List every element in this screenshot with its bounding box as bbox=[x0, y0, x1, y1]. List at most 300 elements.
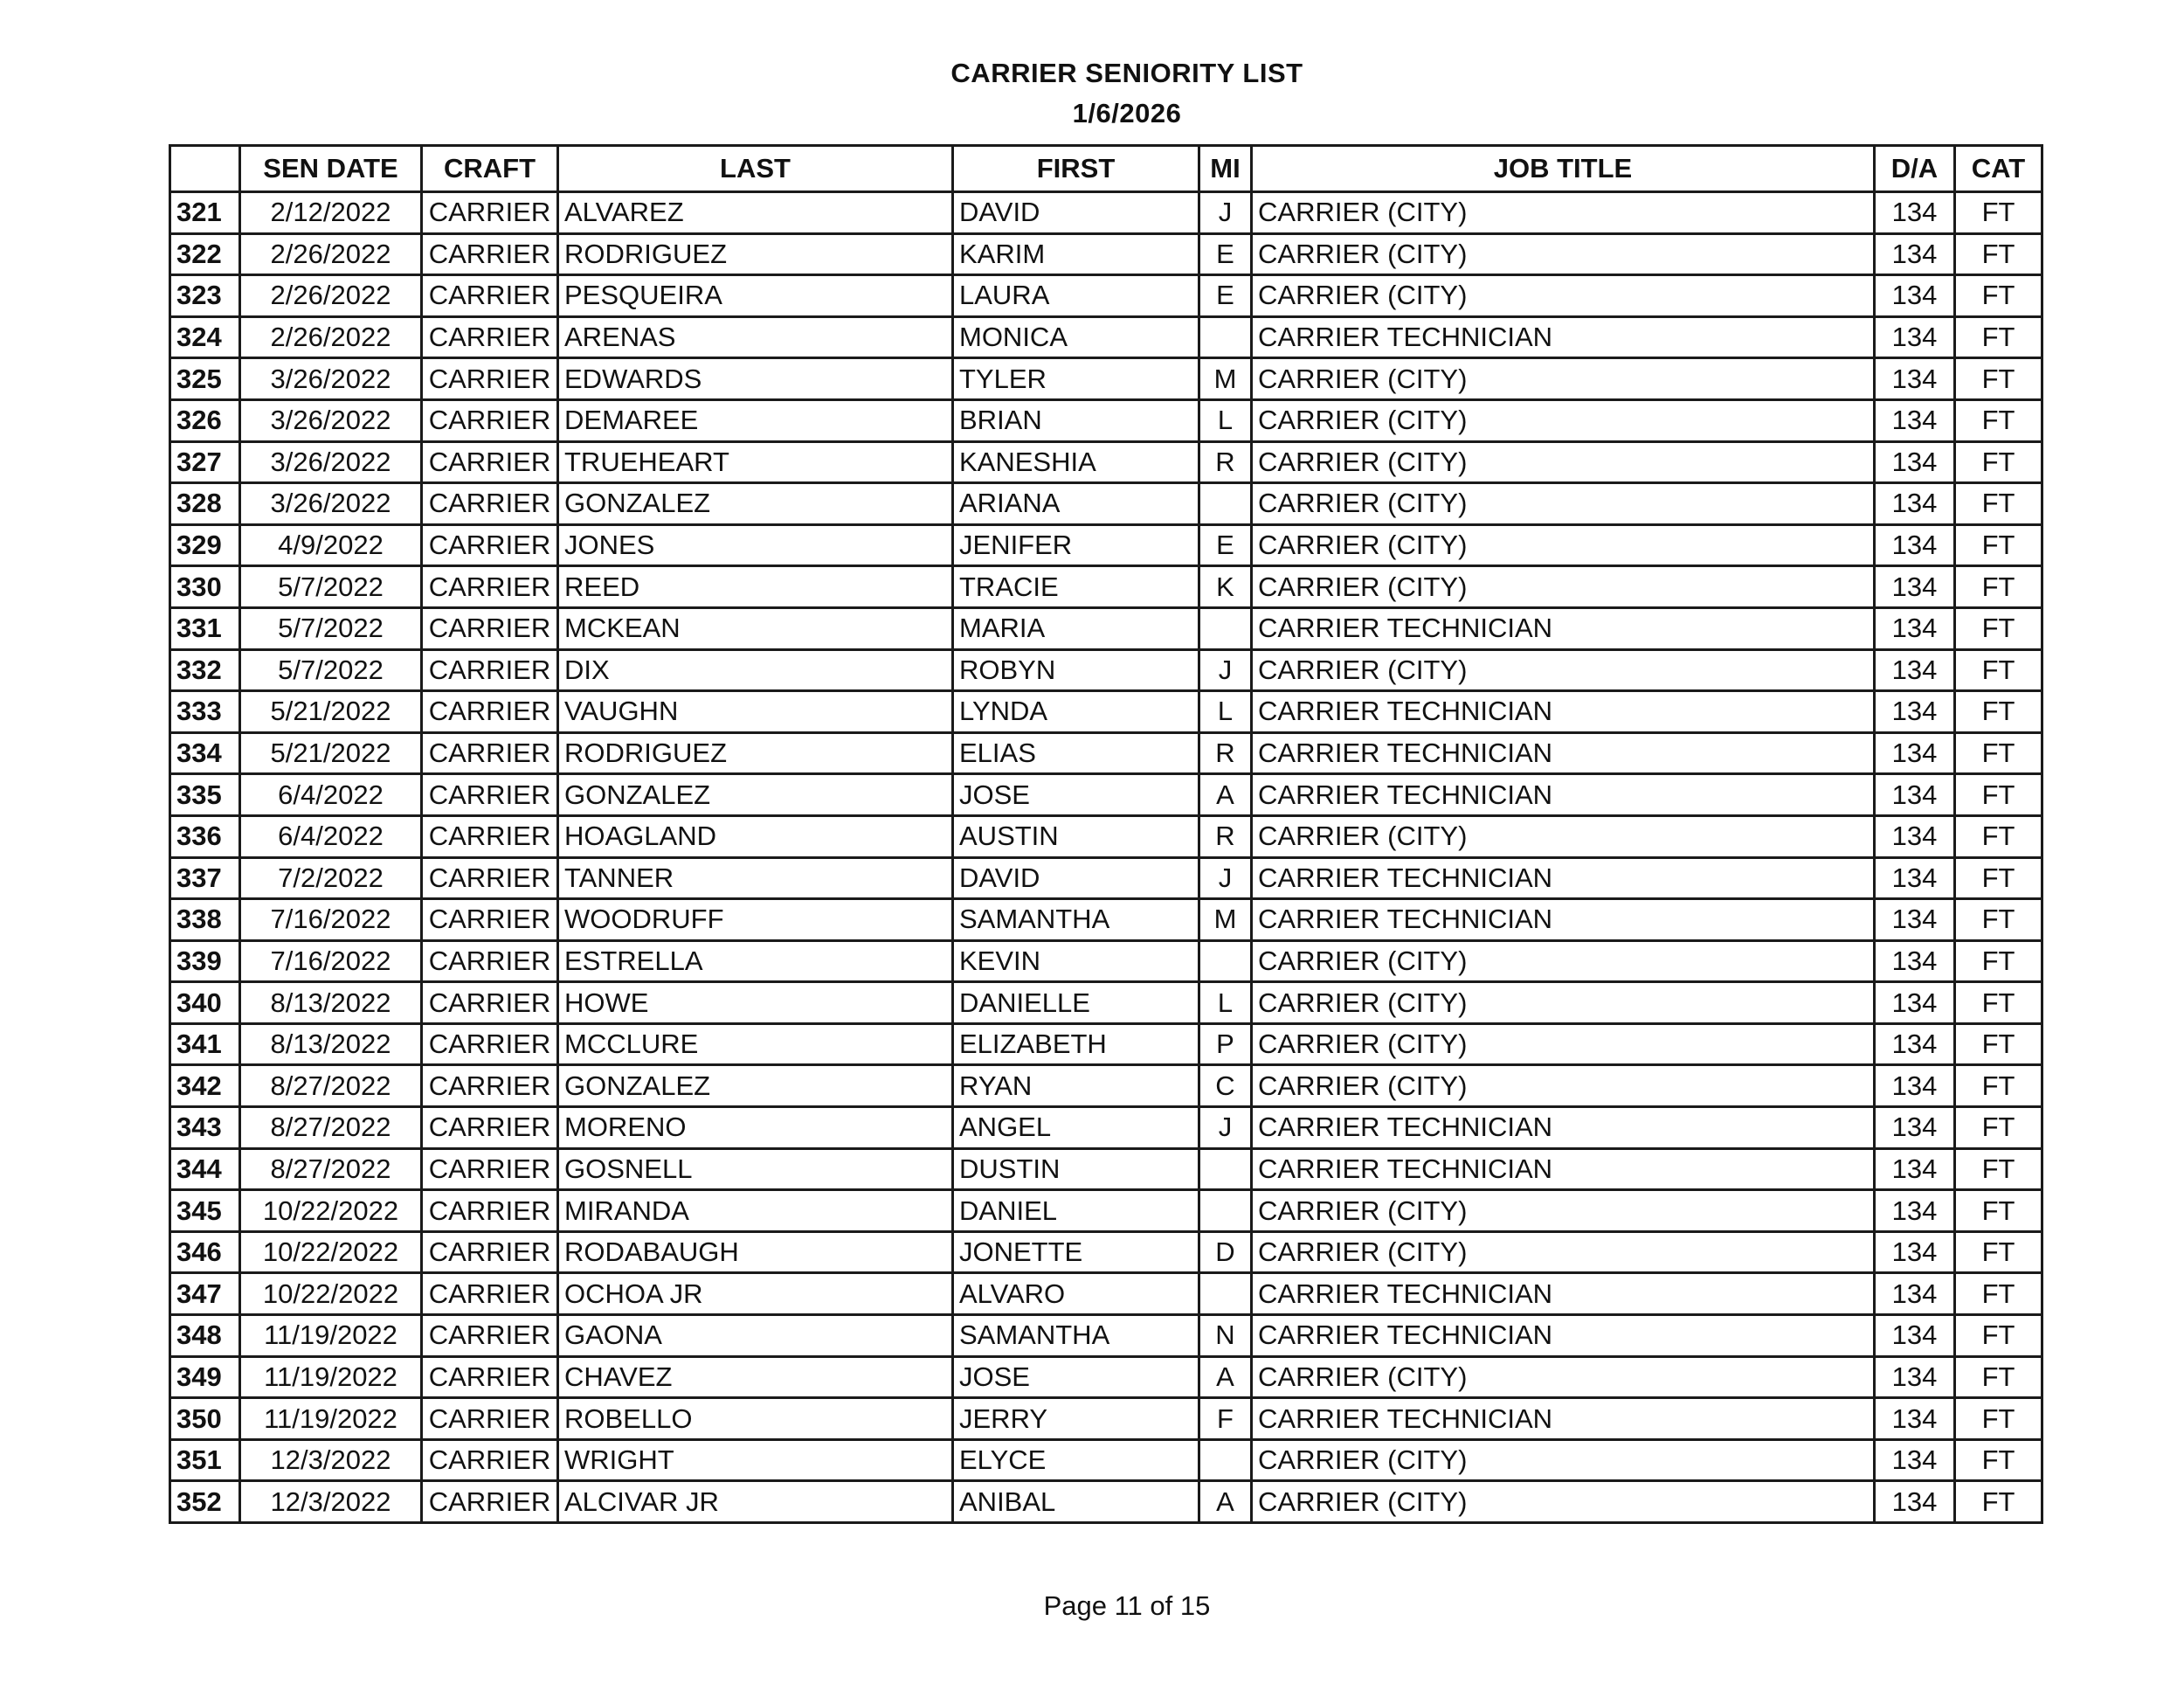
cell-sen-date: 12/3/2022 bbox=[240, 1481, 422, 1523]
cell-middle-initial: R bbox=[1199, 815, 1252, 857]
cell-sen-date: 5/7/2022 bbox=[240, 607, 422, 649]
cell-sen-date: 10/22/2022 bbox=[240, 1190, 422, 1232]
cell-da: 134 bbox=[1875, 233, 1955, 275]
table-row bbox=[170, 566, 2042, 608]
cell-sen-date: 5/7/2022 bbox=[240, 649, 422, 691]
cell-craft: CARRIER bbox=[422, 1481, 558, 1523]
cell-sen-date: 10/22/2022 bbox=[240, 1231, 422, 1273]
cell-da: 134 bbox=[1875, 1065, 1955, 1107]
cell-num: 326 bbox=[170, 399, 240, 441]
cell-job-title: CARRIER TECHNICIAN bbox=[1252, 774, 1875, 816]
cell-num: 338 bbox=[170, 899, 240, 941]
cell-num: 324 bbox=[170, 316, 240, 358]
cell-middle-initial bbox=[1199, 1190, 1252, 1232]
cell-da: 134 bbox=[1875, 607, 1955, 649]
cell-cat: FT bbox=[1955, 1398, 2042, 1440]
cell-craft: CARRIER bbox=[422, 1315, 558, 1357]
cell-da: 134 bbox=[1875, 1398, 1955, 1440]
cell-first-name: MONICA bbox=[953, 316, 1199, 358]
cell-da: 134 bbox=[1875, 982, 1955, 1024]
table-row bbox=[170, 732, 2042, 774]
table-row bbox=[170, 815, 2042, 857]
cell-craft: CARRIER bbox=[422, 691, 558, 733]
cell-craft: CARRIER bbox=[422, 275, 558, 317]
table-row bbox=[170, 691, 2042, 733]
cell-num: 322 bbox=[170, 233, 240, 275]
cell-first-name: SAMANTHA bbox=[953, 1315, 1199, 1357]
table-header-row bbox=[170, 146, 2042, 192]
cell-num: 347 bbox=[170, 1273, 240, 1315]
cell-cat: FT bbox=[1955, 358, 2042, 400]
cell-last-name: JONES bbox=[558, 524, 953, 566]
cell-craft: CARRIER bbox=[422, 607, 558, 649]
cell-da: 134 bbox=[1875, 1315, 1955, 1357]
cell-num: 327 bbox=[170, 441, 240, 483]
cell-cat: FT bbox=[1955, 607, 2042, 649]
cell-first-name: LYNDA bbox=[953, 691, 1199, 733]
table-row bbox=[170, 192, 2042, 234]
cell-sen-date: 8/27/2022 bbox=[240, 1107, 422, 1149]
cell-job-title: CARRIER TECHNICIAN bbox=[1252, 857, 1875, 899]
cell-cat: FT bbox=[1955, 1439, 2042, 1481]
cell-cat: FT bbox=[1955, 940, 2042, 982]
cell-job-title: CARRIER (CITY) bbox=[1252, 441, 1875, 483]
cell-job-title: CARRIER (CITY) bbox=[1252, 1231, 1875, 1273]
table-row bbox=[170, 441, 2042, 483]
cell-job-title: CARRIER (CITY) bbox=[1252, 1065, 1875, 1107]
cell-num: 343 bbox=[170, 1107, 240, 1149]
table-row bbox=[170, 358, 2042, 400]
table-row bbox=[170, 1231, 2042, 1273]
cell-last-name: PESQUEIRA bbox=[558, 275, 953, 317]
cell-job-title: CARRIER (CITY) bbox=[1252, 483, 1875, 525]
cell-middle-initial: A bbox=[1199, 1481, 1252, 1523]
page-footer: Page 11 of 15 bbox=[1043, 1590, 1211, 1621]
cell-cat: FT bbox=[1955, 774, 2042, 816]
cell-cat: FT bbox=[1955, 1273, 2042, 1315]
cell-num: 350 bbox=[170, 1398, 240, 1440]
cell-da: 134 bbox=[1875, 399, 1955, 441]
cell-num: 351 bbox=[170, 1439, 240, 1481]
cell-middle-initial: F bbox=[1199, 1398, 1252, 1440]
cell-sen-date: 5/21/2022 bbox=[240, 732, 422, 774]
cell-craft: CARRIER bbox=[422, 524, 558, 566]
cell-first-name: TRACIE bbox=[953, 566, 1199, 608]
cell-last-name: DIX bbox=[558, 649, 953, 691]
table-row bbox=[170, 1273, 2042, 1315]
cell-first-name: DAVID bbox=[953, 857, 1199, 899]
cell-cat: FT bbox=[1955, 399, 2042, 441]
cell-cat: FT bbox=[1955, 982, 2042, 1024]
cell-first-name: KARIM bbox=[953, 233, 1199, 275]
cell-cat: FT bbox=[1955, 1148, 2042, 1190]
cell-craft: CARRIER bbox=[422, 1231, 558, 1273]
cell-num: 325 bbox=[170, 358, 240, 400]
document-date: 1/6/2026 bbox=[1072, 98, 1182, 128]
cell-job-title: CARRIER (CITY) bbox=[1252, 275, 1875, 317]
cell-craft: CARRIER bbox=[422, 774, 558, 816]
cell-last-name: GOSNELL bbox=[558, 1148, 953, 1190]
table-row bbox=[170, 607, 2042, 649]
cell-sen-date: 7/16/2022 bbox=[240, 899, 422, 941]
cell-craft: CARRIER bbox=[422, 732, 558, 774]
cell-num: 328 bbox=[170, 483, 240, 525]
table-row bbox=[170, 275, 2042, 317]
cell-job-title: CARRIER TECHNICIAN bbox=[1252, 1398, 1875, 1440]
cell-middle-initial: E bbox=[1199, 233, 1252, 275]
cell-sen-date: 11/19/2022 bbox=[240, 1315, 422, 1357]
cell-first-name: ELIAS bbox=[953, 732, 1199, 774]
cell-craft: CARRIER bbox=[422, 1148, 558, 1190]
cell-sen-date: 3/26/2022 bbox=[240, 483, 422, 525]
cell-sen-date: 10/22/2022 bbox=[240, 1273, 422, 1315]
cell-first-name: JOSE bbox=[953, 1356, 1199, 1398]
cell-cat: FT bbox=[1955, 275, 2042, 317]
cell-job-title: CARRIER TECHNICIAN bbox=[1252, 607, 1875, 649]
cell-job-title: CARRIER TECHNICIAN bbox=[1252, 1107, 1875, 1149]
cell-sen-date: 11/19/2022 bbox=[240, 1398, 422, 1440]
cell-middle-initial: R bbox=[1199, 441, 1252, 483]
cell-craft: CARRIER bbox=[422, 399, 558, 441]
cell-cat: FT bbox=[1955, 857, 2042, 899]
cell-sen-date: 3/26/2022 bbox=[240, 441, 422, 483]
cell-da: 134 bbox=[1875, 483, 1955, 525]
cell-job-title: CARRIER TECHNICIAN bbox=[1252, 1273, 1875, 1315]
cell-num: 333 bbox=[170, 691, 240, 733]
table-row bbox=[170, 1023, 2042, 1065]
cell-last-name: WOODRUFF bbox=[558, 899, 953, 941]
cell-da: 134 bbox=[1875, 815, 1955, 857]
cell-da: 134 bbox=[1875, 1023, 1955, 1065]
cell-cat: FT bbox=[1955, 483, 2042, 525]
cell-last-name: RODABAUGH bbox=[558, 1231, 953, 1273]
cell-sen-date: 8/27/2022 bbox=[240, 1065, 422, 1107]
cell-num: 336 bbox=[170, 815, 240, 857]
cell-last-name: OCHOA JR bbox=[558, 1273, 953, 1315]
cell-sen-date: 7/16/2022 bbox=[240, 940, 422, 982]
cell-job-title: CARRIER TECHNICIAN bbox=[1252, 732, 1875, 774]
cell-cat: FT bbox=[1955, 815, 2042, 857]
cell-first-name: KEVIN bbox=[953, 940, 1199, 982]
col-header-mi: MI bbox=[1199, 146, 1252, 192]
cell-last-name: RODRIGUEZ bbox=[558, 732, 953, 774]
cell-da: 134 bbox=[1875, 691, 1955, 733]
cell-craft: CARRIER bbox=[422, 1065, 558, 1107]
cell-da: 134 bbox=[1875, 1481, 1955, 1523]
cell-sen-date: 3/26/2022 bbox=[240, 399, 422, 441]
cell-last-name: MORENO bbox=[558, 1107, 953, 1149]
table-row bbox=[170, 316, 2042, 358]
cell-craft: CARRIER bbox=[422, 1356, 558, 1398]
cell-last-name: GONZALEZ bbox=[558, 1065, 953, 1107]
cell-num: 329 bbox=[170, 524, 240, 566]
cell-num: 340 bbox=[170, 982, 240, 1024]
cell-job-title: CARRIER (CITY) bbox=[1252, 524, 1875, 566]
cell-first-name: JERRY bbox=[953, 1398, 1199, 1440]
cell-craft: CARRIER bbox=[422, 1398, 558, 1440]
cell-craft: CARRIER bbox=[422, 1439, 558, 1481]
cell-da: 134 bbox=[1875, 192, 1955, 234]
cell-cat: FT bbox=[1955, 1231, 2042, 1273]
cell-cat: FT bbox=[1955, 1107, 2042, 1149]
cell-sen-date: 6/4/2022 bbox=[240, 774, 422, 816]
cell-last-name: TRUEHEART bbox=[558, 441, 953, 483]
cell-craft: CARRIER bbox=[422, 1107, 558, 1149]
cell-sen-date: 5/21/2022 bbox=[240, 691, 422, 733]
table-row bbox=[170, 1439, 2042, 1481]
cell-middle-initial: L bbox=[1199, 691, 1252, 733]
cell-da: 134 bbox=[1875, 1439, 1955, 1481]
cell-middle-initial bbox=[1199, 316, 1252, 358]
table-row bbox=[170, 982, 2042, 1024]
cell-craft: CARRIER bbox=[422, 899, 558, 941]
cell-sen-date: 2/26/2022 bbox=[240, 316, 422, 358]
cell-craft: CARRIER bbox=[422, 815, 558, 857]
table-row bbox=[170, 399, 2042, 441]
cell-middle-initial: J bbox=[1199, 192, 1252, 234]
cell-cat: FT bbox=[1955, 1315, 2042, 1357]
cell-da: 134 bbox=[1875, 358, 1955, 400]
cell-last-name: MCKEAN bbox=[558, 607, 953, 649]
cell-middle-initial: C bbox=[1199, 1065, 1252, 1107]
cell-first-name: ROBYN bbox=[953, 649, 1199, 691]
col-header-da: D/A bbox=[1875, 146, 1955, 192]
cell-sen-date: 2/12/2022 bbox=[240, 192, 422, 234]
cell-job-title: CARRIER (CITY) bbox=[1252, 1023, 1875, 1065]
cell-last-name: RODRIGUEZ bbox=[558, 233, 953, 275]
cell-job-title: CARRIER (CITY) bbox=[1252, 982, 1875, 1024]
table-row bbox=[170, 1481, 2042, 1523]
cell-num: 346 bbox=[170, 1231, 240, 1273]
cell-last-name: WRIGHT bbox=[558, 1439, 953, 1481]
cell-job-title: CARRIER (CITY) bbox=[1252, 649, 1875, 691]
cell-job-title: CARRIER (CITY) bbox=[1252, 233, 1875, 275]
cell-middle-initial bbox=[1199, 607, 1252, 649]
cell-sen-date: 5/7/2022 bbox=[240, 566, 422, 608]
cell-sen-date: 8/13/2022 bbox=[240, 1023, 422, 1065]
table-row bbox=[170, 1356, 2042, 1398]
cell-da: 134 bbox=[1875, 732, 1955, 774]
cell-job-title: CARRIER (CITY) bbox=[1252, 358, 1875, 400]
cell-job-title: CARRIER TECHNICIAN bbox=[1252, 1148, 1875, 1190]
cell-first-name: ANIBAL bbox=[953, 1481, 1199, 1523]
cell-job-title: CARRIER TECHNICIAN bbox=[1252, 316, 1875, 358]
table-body bbox=[170, 192, 2042, 1523]
cell-middle-initial: L bbox=[1199, 982, 1252, 1024]
cell-first-name: KANESHIA bbox=[953, 441, 1199, 483]
cell-middle-initial: P bbox=[1199, 1023, 1252, 1065]
cell-middle-initial: J bbox=[1199, 857, 1252, 899]
cell-middle-initial: R bbox=[1199, 732, 1252, 774]
cell-sen-date: 11/19/2022 bbox=[240, 1356, 422, 1398]
cell-da: 134 bbox=[1875, 524, 1955, 566]
cell-middle-initial: A bbox=[1199, 774, 1252, 816]
cell-num: 342 bbox=[170, 1065, 240, 1107]
cell-da: 134 bbox=[1875, 899, 1955, 941]
cell-num: 332 bbox=[170, 649, 240, 691]
table-row bbox=[170, 483, 2042, 525]
cell-num: 337 bbox=[170, 857, 240, 899]
seniority-table bbox=[169, 144, 2043, 1524]
table-row bbox=[170, 899, 2042, 941]
cell-middle-initial bbox=[1199, 940, 1252, 982]
cell-job-title: CARRIER (CITY) bbox=[1252, 566, 1875, 608]
cell-first-name: ANGEL bbox=[953, 1107, 1199, 1149]
cell-cat: FT bbox=[1955, 192, 2042, 234]
cell-first-name: JENIFER bbox=[953, 524, 1199, 566]
cell-da: 134 bbox=[1875, 275, 1955, 317]
table-row bbox=[170, 774, 2042, 816]
cell-first-name: DUSTIN bbox=[953, 1148, 1199, 1190]
cell-last-name: ARENAS bbox=[558, 316, 953, 358]
cell-middle-initial bbox=[1199, 483, 1252, 525]
cell-last-name: REED bbox=[558, 566, 953, 608]
cell-cat: FT bbox=[1955, 1065, 2042, 1107]
table-row bbox=[170, 1315, 2042, 1357]
cell-first-name: ELIZABETH bbox=[953, 1023, 1199, 1065]
cell-cat: FT bbox=[1955, 566, 2042, 608]
cell-middle-initial: L bbox=[1199, 399, 1252, 441]
cell-first-name: AUSTIN bbox=[953, 815, 1199, 857]
cell-da: 134 bbox=[1875, 441, 1955, 483]
cell-craft: CARRIER bbox=[422, 940, 558, 982]
cell-job-title: CARRIER TECHNICIAN bbox=[1252, 1315, 1875, 1357]
cell-last-name: TANNER bbox=[558, 857, 953, 899]
cell-middle-initial bbox=[1199, 1439, 1252, 1481]
cell-first-name: DAVID bbox=[953, 192, 1199, 234]
cell-middle-initial: J bbox=[1199, 1107, 1252, 1149]
cell-cat: FT bbox=[1955, 316, 2042, 358]
table-row bbox=[170, 1190, 2042, 1232]
table-row bbox=[170, 1148, 2042, 1190]
cell-first-name: ALVARO bbox=[953, 1273, 1199, 1315]
cell-middle-initial: J bbox=[1199, 649, 1252, 691]
cell-craft: CARRIER bbox=[422, 857, 558, 899]
cell-last-name: ESTRELLA bbox=[558, 940, 953, 982]
cell-da: 134 bbox=[1875, 940, 1955, 982]
cell-job-title: CARRIER (CITY) bbox=[1252, 1439, 1875, 1481]
cell-job-title: CARRIER (CITY) bbox=[1252, 192, 1875, 234]
col-header-first: FIRST bbox=[953, 146, 1199, 192]
cell-last-name: MCCLURE bbox=[558, 1023, 953, 1065]
cell-job-title: CARRIER TECHNICIAN bbox=[1252, 899, 1875, 941]
table-row bbox=[170, 524, 2042, 566]
cell-cat: FT bbox=[1955, 524, 2042, 566]
cell-first-name: DANIEL bbox=[953, 1190, 1199, 1232]
cell-middle-initial: E bbox=[1199, 275, 1252, 317]
cell-first-name: ELYCE bbox=[953, 1439, 1199, 1481]
cell-sen-date: 7/2/2022 bbox=[240, 857, 422, 899]
cell-num: 321 bbox=[170, 192, 240, 234]
table-row bbox=[170, 649, 2042, 691]
cell-da: 134 bbox=[1875, 1231, 1955, 1273]
cell-cat: FT bbox=[1955, 1023, 2042, 1065]
table-row bbox=[170, 940, 2042, 982]
cell-job-title: CARRIER (CITY) bbox=[1252, 940, 1875, 982]
cell-num: 323 bbox=[170, 275, 240, 317]
cell-num: 335 bbox=[170, 774, 240, 816]
cell-da: 134 bbox=[1875, 649, 1955, 691]
cell-num: 344 bbox=[170, 1148, 240, 1190]
cell-middle-initial: M bbox=[1199, 899, 1252, 941]
cell-craft: CARRIER bbox=[422, 566, 558, 608]
table-row bbox=[170, 857, 2042, 899]
cell-middle-initial: D bbox=[1199, 1231, 1252, 1273]
cell-craft: CARRIER bbox=[422, 233, 558, 275]
cell-first-name: RYAN bbox=[953, 1065, 1199, 1107]
cell-cat: FT bbox=[1955, 649, 2042, 691]
table-row bbox=[170, 1107, 2042, 1149]
cell-cat: FT bbox=[1955, 441, 2042, 483]
cell-da: 134 bbox=[1875, 316, 1955, 358]
cell-first-name: BRIAN bbox=[953, 399, 1199, 441]
cell-num: 345 bbox=[170, 1190, 240, 1232]
cell-first-name: MARIA bbox=[953, 607, 1199, 649]
cell-da: 134 bbox=[1875, 1273, 1955, 1315]
col-header-craft: CRAFT bbox=[422, 146, 558, 192]
cell-middle-initial: M bbox=[1199, 358, 1252, 400]
cell-last-name: ALVAREZ bbox=[558, 192, 953, 234]
cell-cat: FT bbox=[1955, 691, 2042, 733]
cell-last-name: ROBELLO bbox=[558, 1398, 953, 1440]
cell-sen-date: 3/26/2022 bbox=[240, 358, 422, 400]
cell-middle-initial: E bbox=[1199, 524, 1252, 566]
cell-cat: FT bbox=[1955, 732, 2042, 774]
cell-sen-date: 6/4/2022 bbox=[240, 815, 422, 857]
cell-last-name: MIRANDA bbox=[558, 1190, 953, 1232]
cell-first-name: SAMANTHA bbox=[953, 899, 1199, 941]
cell-num: 352 bbox=[170, 1481, 240, 1523]
cell-middle-initial bbox=[1199, 1148, 1252, 1190]
cell-job-title: CARRIER (CITY) bbox=[1252, 815, 1875, 857]
cell-sen-date: 12/3/2022 bbox=[240, 1439, 422, 1481]
cell-num: 349 bbox=[170, 1356, 240, 1398]
cell-last-name: HOAGLAND bbox=[558, 815, 953, 857]
cell-first-name: JOSE bbox=[953, 774, 1199, 816]
cell-da: 134 bbox=[1875, 1190, 1955, 1232]
table-row bbox=[170, 233, 2042, 275]
cell-da: 134 bbox=[1875, 1107, 1955, 1149]
cell-num: 348 bbox=[170, 1315, 240, 1357]
col-header-job-title: JOB TITLE bbox=[1252, 146, 1875, 192]
col-header-cat: CAT bbox=[1955, 146, 2042, 192]
cell-craft: CARRIER bbox=[422, 1023, 558, 1065]
cell-sen-date: 8/27/2022 bbox=[240, 1148, 422, 1190]
cell-cat: FT bbox=[1955, 899, 2042, 941]
cell-craft: CARRIER bbox=[422, 982, 558, 1024]
cell-first-name: DANIELLE bbox=[953, 982, 1199, 1024]
cell-sen-date: 2/26/2022 bbox=[240, 233, 422, 275]
cell-last-name: ALCIVAR JR bbox=[558, 1481, 953, 1523]
cell-first-name: LAURA bbox=[953, 275, 1199, 317]
cell-last-name: GONZALEZ bbox=[558, 483, 953, 525]
cell-num: 341 bbox=[170, 1023, 240, 1065]
cell-sen-date: 2/26/2022 bbox=[240, 275, 422, 317]
cell-craft: CARRIER bbox=[422, 483, 558, 525]
cell-cat: FT bbox=[1955, 1190, 2042, 1232]
cell-da: 134 bbox=[1875, 1148, 1955, 1190]
cell-num: 331 bbox=[170, 607, 240, 649]
cell-last-name: DEMAREE bbox=[558, 399, 953, 441]
cell-last-name: CHAVEZ bbox=[558, 1356, 953, 1398]
col-header-num bbox=[170, 146, 240, 192]
cell-da: 134 bbox=[1875, 774, 1955, 816]
cell-job-title: CARRIER TECHNICIAN bbox=[1252, 691, 1875, 733]
cell-num: 334 bbox=[170, 732, 240, 774]
cell-job-title: CARRIER (CITY) bbox=[1252, 1481, 1875, 1523]
cell-craft: CARRIER bbox=[422, 649, 558, 691]
table-row bbox=[170, 1398, 2042, 1440]
